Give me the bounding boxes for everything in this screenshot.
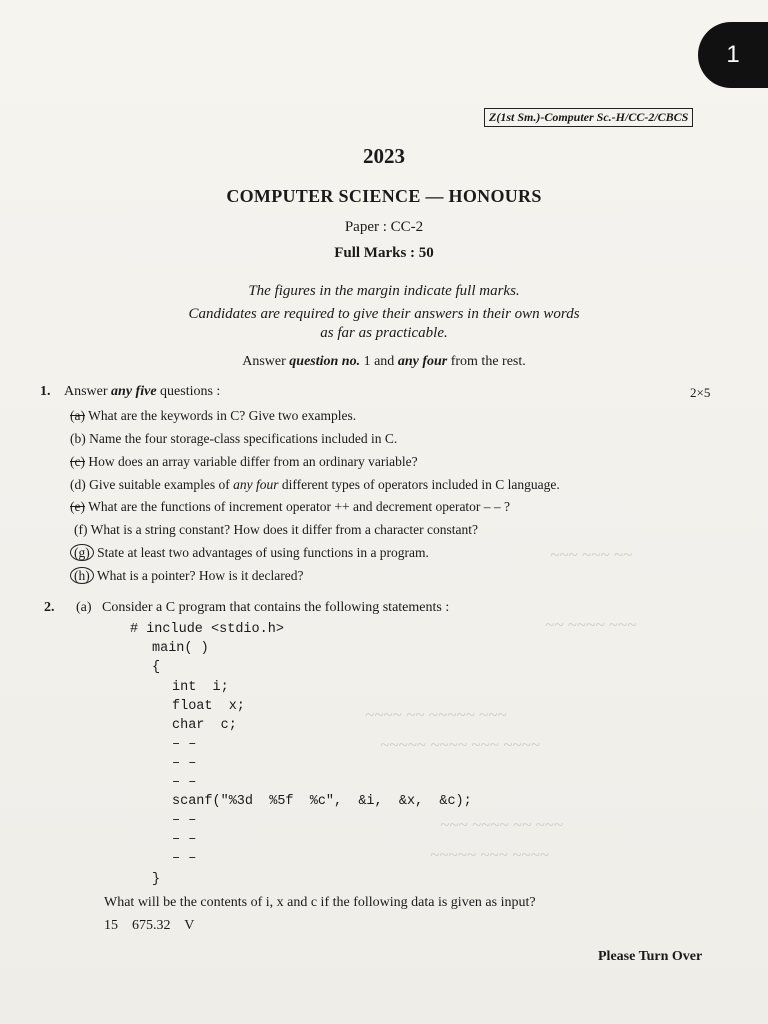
answer-pre: Answer — [242, 354, 290, 369]
answer-instruction — [0, 354, 768, 370]
q1-item-text-post: different types of operators included in C language. — [278, 477, 560, 492]
q1-prompt-pre: Answer — [64, 384, 112, 399]
answer-em1: question no. — [289, 354, 361, 369]
q2-prompt: Consider a C program that contains the following statements : — [102, 600, 450, 615]
code-line: – – — [172, 737, 197, 752]
code-line: – – — [172, 775, 197, 790]
q1-item-label: (b) — [70, 431, 86, 446]
code-line: scanf("%3d %5f %c", &i, &x, &c); — [172, 794, 472, 809]
q2-input-data: 15 675.32 V — [104, 918, 195, 933]
exam-title: COMPUTER SCIENCE — HONOURS — [226, 186, 542, 206]
code-line: – – — [172, 813, 197, 828]
q1-item-text: What are the keywords in C? Give two examples. — [88, 408, 357, 423]
code-line: { — [152, 660, 161, 675]
q1-item-label-circled: (g) — [70, 544, 94, 561]
code-line: – – — [172, 756, 197, 771]
code-line: float x; — [172, 699, 245, 714]
bleed-through-mark: ~~~ ~~~~ ~~ ~~~ — [440, 815, 564, 834]
q1-item-text: What are the functions of increment operator ++ and decrement operator – – ? — [88, 499, 511, 514]
instruction-own-words: Candidates are required to give their answers in their own words — [188, 306, 580, 322]
q1-item — [70, 499, 510, 515]
please-turn-over: Please Turn Over — [598, 949, 703, 964]
q1-prompt-post: questions : — [156, 384, 221, 399]
q1-item — [70, 431, 397, 447]
q1-item — [70, 545, 429, 561]
code-line: main( ) — [152, 641, 209, 656]
q1-number: 1. — [40, 384, 51, 399]
q1-item-text-em: any four — [233, 477, 279, 492]
code-line: # include <stdio.h> — [130, 622, 284, 637]
q1-item-label: (d) — [70, 477, 86, 492]
page-number-badge: 1 — [698, 22, 768, 88]
answer-post: from the rest. — [447, 354, 526, 369]
q1-item — [70, 408, 356, 424]
bleed-through-mark: ~~~~ ~~ ~~~~~ ~~~ — [365, 705, 507, 724]
q2-question: What will be the contents of i, x and c if the following data is given as input? — [104, 895, 536, 910]
q1-item-text: What is a pointer? How is it declared? — [96, 568, 304, 583]
q1-prompt-em: any five — [111, 384, 157, 399]
q1-marks: 2×5 — [690, 385, 711, 400]
q1-item — [70, 568, 303, 584]
q1-item-label: (c) — [70, 454, 85, 469]
exam-year: 2023 — [363, 144, 405, 168]
q1-item-text: What is a string constant? How does it differ from a character constant? — [90, 522, 479, 537]
code-line: } — [152, 872, 161, 887]
answer-em2: any four — [397, 354, 448, 369]
q1-item-text-pre: Give suitable examples of — [89, 477, 234, 492]
bleed-through-mark: ~~ ~~~~ ~~~ — [545, 615, 637, 634]
bleed-through-mark: ~~~ ~~~ ~~ — [550, 545, 633, 564]
q1-item-label: (e) — [70, 499, 85, 514]
q2-number: 2. — [44, 600, 55, 615]
q1-item-text: State at least two advantages of using functions in a program. — [97, 545, 429, 560]
code-line: int i; — [172, 680, 229, 695]
bleed-through-mark: ~~~~~ ~~~~ ~~~ ~~~~ — [380, 735, 540, 754]
instruction-margin: The figures in the margin indicate full marks. — [248, 283, 520, 299]
bleed-through-mark: ~~~~~ ~~~ ~~~~ — [430, 845, 549, 864]
code-line: char c; — [172, 718, 237, 733]
full-marks: Full Marks : 50 — [334, 245, 434, 261]
paper-number: Paper : CC-2 — [344, 219, 424, 235]
q1-item-label: (a) — [70, 408, 85, 423]
code-line: – – — [172, 832, 197, 847]
instruction-own-words-cont: as far as practicable. — [320, 325, 448, 341]
q1-item-label: (f) — [74, 522, 88, 537]
paper-code: Z(1st Sm.)-Computer Sc.-H/CC-2/CBCS — [484, 108, 693, 127]
q1-item-text: How does an array variable differ from an ordinary variable? — [88, 454, 418, 469]
q2-part-label: (a) — [76, 600, 92, 615]
answer-mid: 1 and — [360, 354, 398, 369]
q1-item — [74, 522, 478, 538]
q1-item — [70, 454, 418, 470]
q1-prompt — [64, 384, 220, 400]
q1-item-label-circled: (h) — [70, 567, 94, 584]
code-line: – – — [172, 851, 197, 866]
q1-item-text: Name the four storage-class specifications included in C. — [89, 431, 398, 446]
q1-item — [70, 477, 560, 493]
